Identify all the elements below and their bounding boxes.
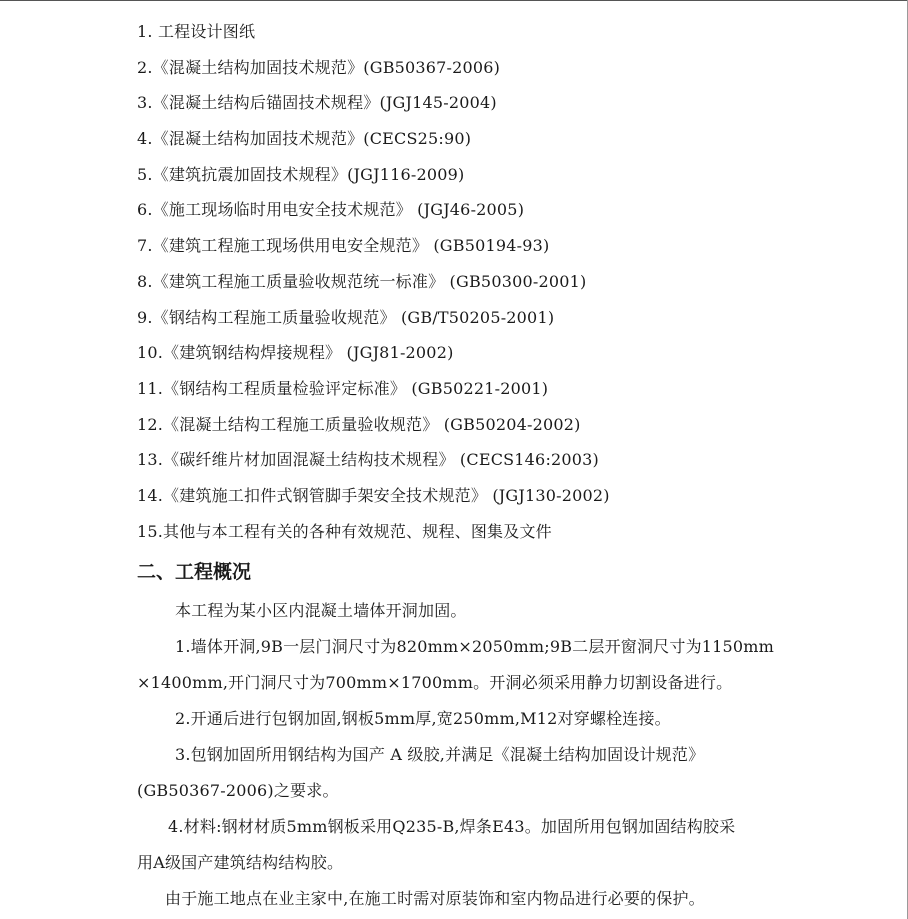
- reference-item-13: 13.《碳纤维片材加固混凝土结构技术规程》 (CECS146:2003): [137, 450, 599, 470]
- reference-list: [137, 14, 610, 549]
- top-border-line: [0, 0, 908, 1]
- overview-item-4-line-1: 4.材料:钢材材质5mm钢板采用Q235-B,焊条E43。加固所用包钢加固结构胶采: [168, 817, 736, 836]
- reference-item-3: 3.《混凝土结构后锚固技术规程》(JGJ145-2004): [137, 93, 497, 113]
- reference-item-2: 2.《混凝土结构加固技术规范》(GB50367-2006): [137, 57, 501, 77]
- section-heading-project-overview: 二、工程概况: [137, 561, 252, 583]
- overview-item-4-line-2: 用A级国产建筑结构结构胶。: [137, 853, 344, 872]
- reference-item-4: 4.《混凝土结构加固技术规范》(CECS25:90): [137, 129, 472, 149]
- overview-item-1-line-1: 1.墙体开洞,9B一层门洞尺寸为820mm×2050mm;9B二层开窗洞尺寸为1150mm: [175, 637, 775, 656]
- reference-item-9: 9.《钢结构工程施工质量验收规范》 (GB/T50205-2001): [137, 307, 555, 327]
- reference-item-15: 15.其他与本工程有关的各种有效规范、规程、图集及文件: [137, 521, 552, 541]
- reference-item-1: 1. 工程设计图纸: [137, 22, 256, 41]
- reference-item-10: 10.《建筑钢结构焊接规程》 (JGJ81-2002): [137, 343, 454, 363]
- reference-item-14: 14.《建筑施工扣件式钢管脚手架安全技术规范》 (JGJ130-2002): [137, 485, 610, 505]
- reference-item-7: 7.《建筑工程施工现场供用电安全规范》 (GB50194-93): [137, 236, 550, 256]
- reference-item-6: 6.《施工现场临时用电安全技术规范》 (JGJ46-2005): [137, 200, 525, 220]
- overview-item-2: 2.开通后进行包钢加固,钢板5mm厚,宽250mm,M12对穿螺栓连接。: [175, 709, 671, 728]
- reference-item-11: 11.《钢结构工程质量检验评定标准》 (GB50221-2001): [137, 378, 549, 398]
- reference-item-5: 5.《建筑抗震加固技术规程》(JGJ116-2009): [137, 164, 465, 184]
- reference-item-12: 12.《混凝土结构工程施工质量验收规范》 (GB50204-2002): [137, 414, 581, 434]
- overview-item-1-line-2: ×1400mm,开门洞尺寸为700mm×1700mm。开洞必须采用静力切割设备进行。: [137, 673, 733, 692]
- overview-closing-paragraph: 由于施工地点在业主家中,在施工时需对原装饰和室内物品进行必要的保护。: [165, 889, 705, 908]
- overview-intro-paragraph: 本工程为某小区内混凝土墙体开洞加固。: [175, 601, 467, 620]
- overview-item-3-line-1: 3.包钢加固所用钢结构为国产 A 级胶,并满足《混凝土结构加固设计规范》: [175, 745, 705, 764]
- reference-item-8: 8.《建筑工程施工质量验收规范统一标准》 (GB50300-2001): [137, 271, 587, 291]
- overview-item-3-line-2: (GB50367-2006)之要求。: [137, 781, 339, 800]
